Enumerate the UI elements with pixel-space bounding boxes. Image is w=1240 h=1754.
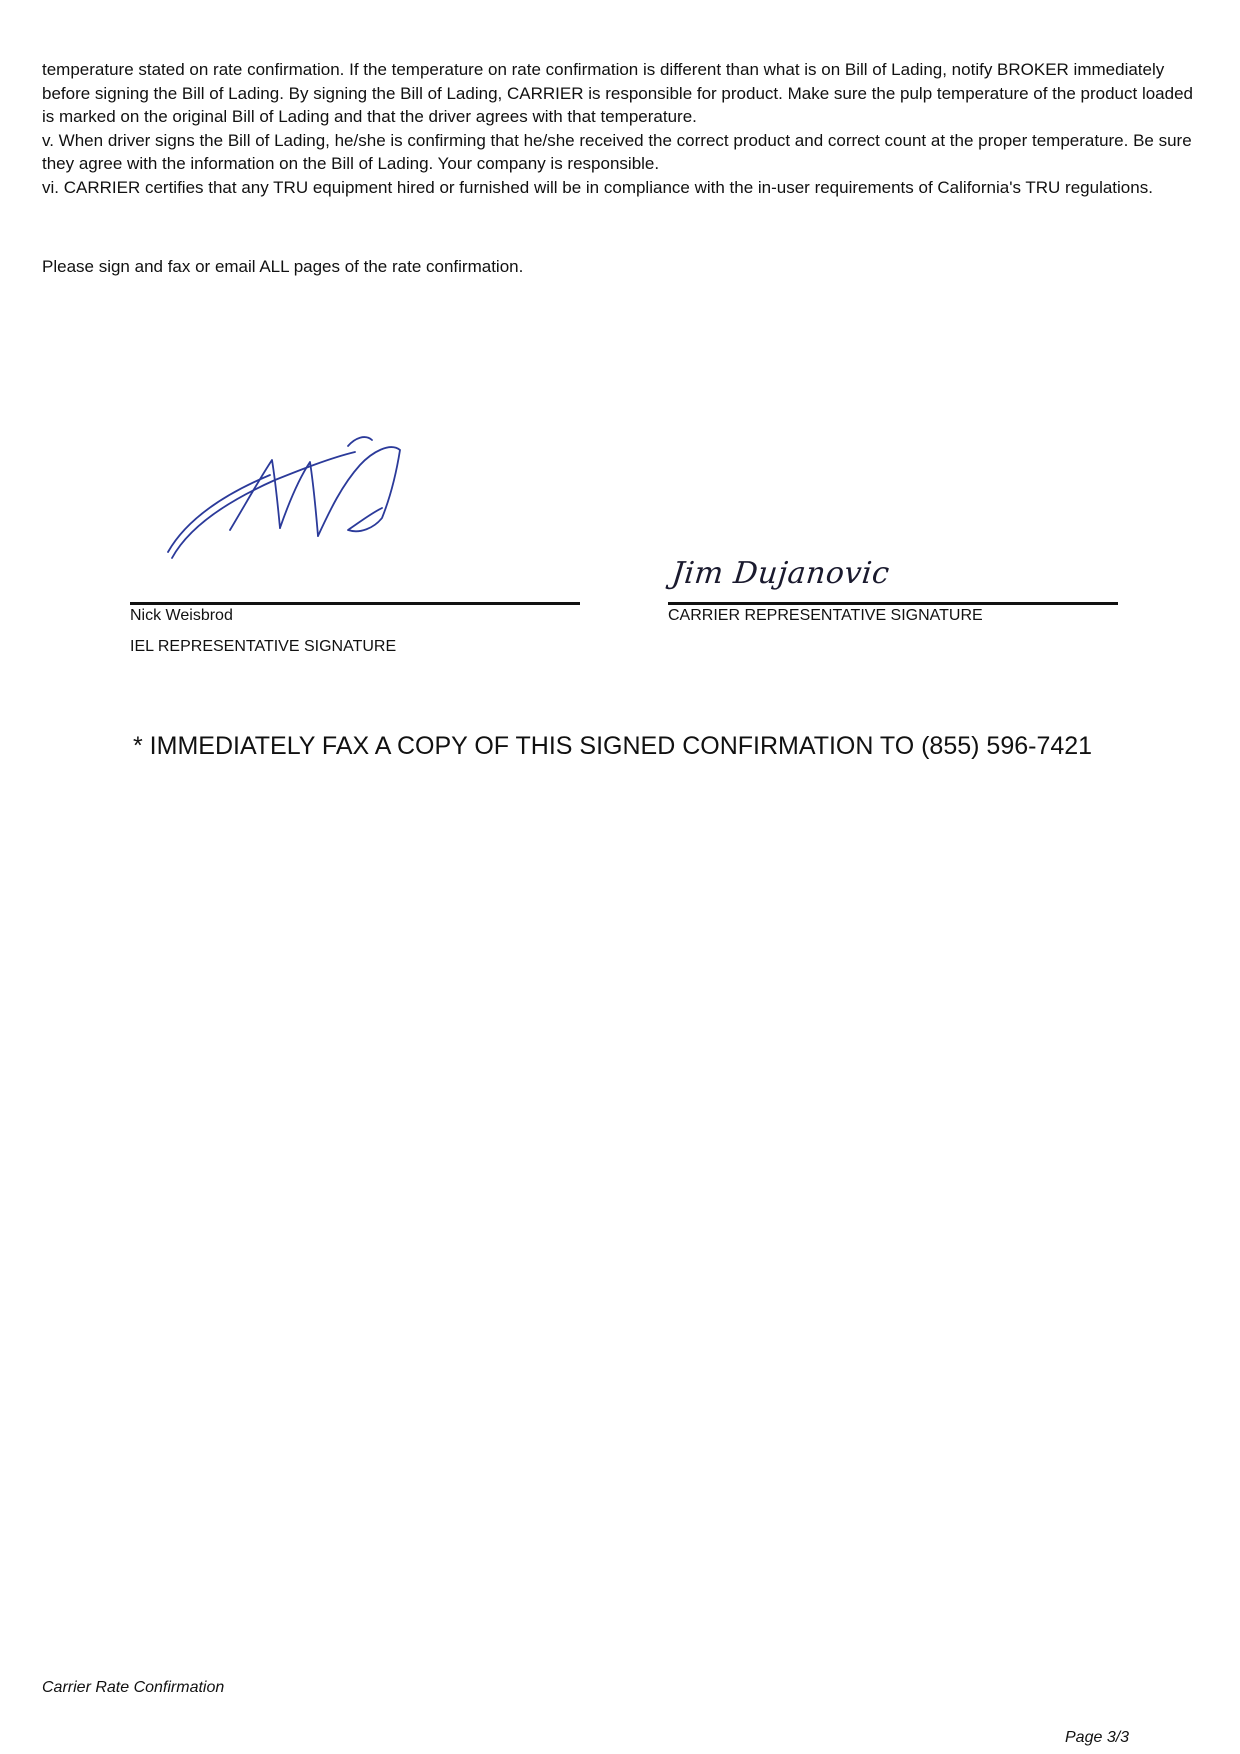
footer-document-title: Carrier Rate Confirmation [42, 1679, 225, 1696]
carrier-signature-line [668, 602, 1118, 605]
terms-paragraph: vi. CARRIER certifies that any TRU equipment hired or furnished will be in compliance with the in-user requirements of California's TRU regulations. [42, 177, 1153, 197]
terms-paragraph: temperature stated on rate confirmation. If the temperature on rate confirmation is different than what is on Bill of Lading, notify BROKER immediately before signing the Bill of Lading. By signing the Bill of Lading, CARRIER is responsible for product. Make sure the pulp temperature of the product loaded is marked on the original Bill of Lading and that the driver agrees with that temperature. [42, 60, 1193, 126]
fax-notice: * IMMEDIATELY FAX A COPY OF THIS SIGNED CONFIRMATION TO (855) 596-7421 [133, 732, 1093, 760]
sign-instruction: Please sign and fax or email ALL pages of the rate confirmation. [42, 257, 524, 276]
signature-stroke [172, 452, 355, 558]
iel-signature-image [160, 430, 440, 565]
signature-stroke [318, 447, 400, 536]
carrier-cursive-signature: Jim Dujanovic [670, 556, 892, 591]
iel-signature-label: IEL REPRESENTATIVE SIGNATURE [130, 638, 397, 655]
signature-stroke [230, 460, 280, 530]
iel-signer-name: Nick Weisbrod [130, 607, 233, 624]
terms-text [42, 58, 1202, 199]
carrier-signature-label: CARRIER REPRESENTATIVE SIGNATURE [668, 607, 983, 624]
terms-paragraph: v. When driver signs the Bill of Lading, he/she is confirming that he/she received the correct product and correct count at the proper temperature. Be sure they agree with the information on the Bill of Lading. Your company is responsible. [42, 130, 1192, 173]
iel-signature-line [130, 602, 580, 605]
footer-page-number: Page 3/3 [1065, 1729, 1130, 1746]
signature-stroke [280, 462, 318, 536]
signature-stroke [348, 437, 372, 446]
